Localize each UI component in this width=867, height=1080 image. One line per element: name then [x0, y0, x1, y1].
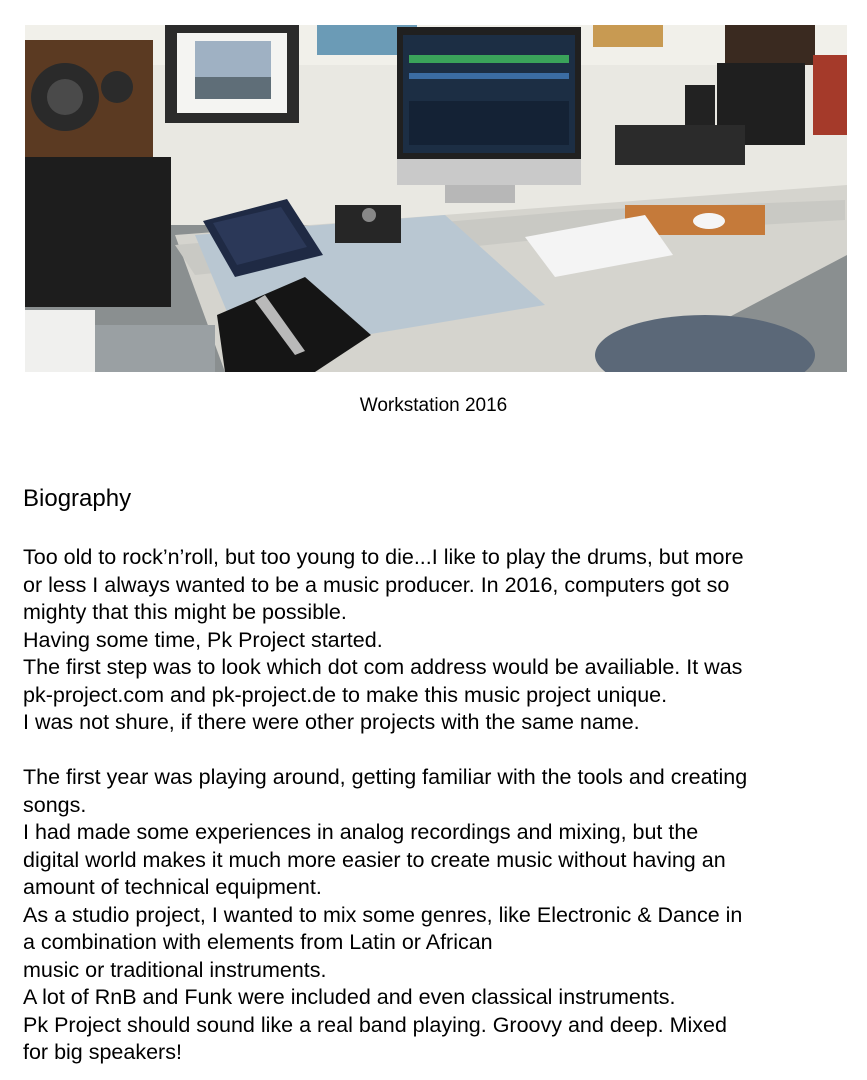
bio-line: or less I always wanted to be a music producer. In 2016, computers got so: [23, 572, 730, 597]
bio-line: Having some time, Pk Project started.: [23, 627, 383, 652]
biography-heading: Biography: [23, 485, 132, 512]
biography-text: [23, 544, 853, 1067]
photo-caption: Workstation 2016: [359, 395, 508, 416]
bio-line: for big speakers!: [23, 1040, 182, 1064]
bio-line: songs.: [23, 792, 87, 817]
bio-line: Pk Project should sound like a real band playing. Groovy and deep. Mixed: [23, 1012, 727, 1037]
bio-line: a combination with elements from Latin or African: [23, 930, 493, 954]
bio-line: music or traditional instruments.: [23, 957, 327, 982]
bio-line: Too old to rock’n’roll, but too young to die...I like to play the drums, but more: [23, 545, 744, 569]
bio-line: digital world makes it much more easier to create music without having an: [23, 847, 726, 872]
paragraph-gap: [23, 737, 853, 765]
bio-line: I had made some experiences in analog recordings and mixing, but the: [23, 820, 699, 844]
workstation-photo: [25, 25, 847, 372]
bio-line: The first step was to look which dot com address would be availiable. It was: [23, 655, 743, 679]
bio-line: As a studio project, I wanted to mix some genres, like Electronic & Dance in: [23, 902, 743, 927]
bio-line: amount of technical equipment.: [23, 875, 322, 899]
bio-line: mighty that this might be possible.: [23, 600, 347, 624]
bio-line: A lot of RnB and Funk were included and even classical instruments.: [23, 985, 676, 1009]
bio-line: The first year was playing around, getting familiar with the tools and creating: [23, 765, 748, 789]
bio-line: I was not shure, if there were other projects with the same name.: [23, 710, 640, 734]
bio-line: pk-project.com and pk-project.de to make this music project unique.: [23, 682, 668, 707]
